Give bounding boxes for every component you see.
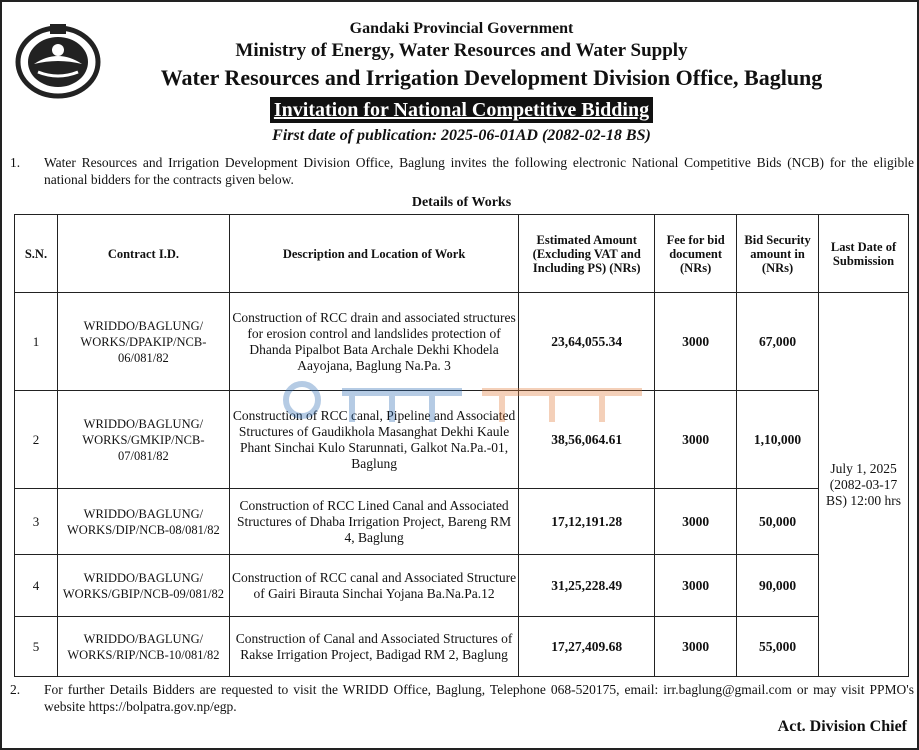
table-row bbox=[15, 489, 909, 555]
row-sn: 1 bbox=[15, 293, 58, 391]
row-security: 90,000 bbox=[737, 555, 819, 617]
table-row bbox=[15, 617, 909, 677]
row-security: 55,000 bbox=[737, 617, 819, 677]
row-security: 1,10,000 bbox=[737, 391, 819, 489]
row-description: Construction of RCC Lined Canal and Associated Structures of Dhaba Irrigation Project, Bareng RM 4, Baglung bbox=[229, 489, 518, 555]
row-sn: 2 bbox=[15, 391, 58, 489]
row-amount: 23,64,055.34 bbox=[519, 293, 655, 391]
submission-deadline: July 1, 2025 (2082-03-17 BS) 12:00 hrs bbox=[819, 293, 909, 677]
row-sn: 4 bbox=[15, 555, 58, 617]
row-fee: 3000 bbox=[655, 555, 737, 617]
row-sn: 5 bbox=[15, 617, 58, 677]
row-security: 50,000 bbox=[737, 489, 819, 555]
row-description: Construction of Canal and Associated Structures of Rakse Irrigation Project, Badigad RM 2, Baglung bbox=[229, 617, 518, 677]
publication-date: First date of publication: 2025-06-01AD (2082-02-18 BS) bbox=[272, 127, 651, 144]
row-fee: 3000 bbox=[655, 489, 737, 555]
row-sn: 3 bbox=[15, 489, 58, 555]
col-amount: Estimated Amount (Excluding VAT and Including PS) (NRs) bbox=[519, 215, 655, 293]
row-amount: 31,25,228.49 bbox=[519, 555, 655, 617]
col-sn: S.N. bbox=[15, 215, 58, 293]
col-description: Description and Location of Work bbox=[229, 215, 518, 293]
row-contract: WRIDDO/BAGLUNG/ WORKS/GMKIP/NCB-07/081/82 bbox=[57, 391, 229, 489]
works-title: Details of Works bbox=[411, 195, 512, 210]
office-name: Water Resources and Irrigation Development Division Office, Baglung bbox=[160, 65, 823, 90]
row-amount: 17,27,409.68 bbox=[519, 617, 655, 677]
table-row bbox=[15, 555, 909, 617]
col-deadline: Last Date of Submission bbox=[819, 215, 909, 293]
watermark-logo bbox=[282, 370, 662, 430]
government-name: Gandaki Provincial Government bbox=[349, 20, 574, 37]
row-contract: WRIDDO/BAGLUNG/ WORKS/DPAKIP/NCB-06/081/82 bbox=[57, 293, 229, 391]
row-fee: 3000 bbox=[655, 293, 737, 391]
col-contract: Contract I.D. bbox=[57, 215, 229, 293]
table-header-row bbox=[15, 215, 909, 293]
row-fee: 3000 bbox=[655, 617, 737, 677]
row-amount: 17,12,191.28 bbox=[519, 489, 655, 555]
row-description: Construction of RCC canal, Pipeline and Associated Structures of Gaudikhola Masanghat Dekhi Kaule Phant Sinchai Kulo Starunnati, Galkot Na.Pa.-01, Baglung bbox=[229, 391, 518, 489]
row-contract: WRIDDO/BAGLUNG/ WORKS/GBIP/NCB-09/081/82 bbox=[57, 555, 229, 617]
row-amount: 38,56,064.61 bbox=[519, 391, 655, 489]
intro-text: Water Resources and Irrigation Development Division Office, Baglung invites the following electronic National Competitive Bids (NCB) for the eligible national bidders for the contracts given below. bbox=[44, 155, 914, 187]
row-description: Construction of RCC canal and Associated Structure of Gairi Birauta Sinchai Yojana Ba.Na.Pa.12 bbox=[229, 555, 518, 617]
works-table bbox=[14, 214, 909, 677]
col-security: Bid Security amount in (NRs) bbox=[737, 215, 819, 293]
ministry-name: Ministry of Energy, Water Resources and Water Supply bbox=[235, 40, 688, 61]
col-fee: Fee for bid document (NRs) bbox=[655, 215, 737, 293]
intro-number: 1. bbox=[10, 155, 21, 170]
row-contract: WRIDDO/BAGLUNG/ WORKS/DIP/NCB-08/081/82 bbox=[57, 489, 229, 555]
row-description: Construction of RCC drain and associated structures for erosion control and landslides protection of Dhanda Pipalbot Bata Archale Dekhi Khodela Aayojana, Baglung Na.Pa. 3 bbox=[229, 293, 518, 391]
notice-title: Invitation for National Competitive Bidding bbox=[270, 97, 653, 123]
note-text: For further Details Bidders are requested to visit the WRIDD Office, Baglung, Telephone 068-520175, email: irr.baglung@gmail.com or may visit PPMO's website https://bolpatra.gov.np/egp. bbox=[44, 682, 914, 714]
row-security: 67,000 bbox=[737, 293, 819, 391]
note-number: 2. bbox=[10, 682, 21, 697]
row-contract: WRIDDO/BAGLUNG/ WORKS/RIP/NCB-10/081/82 bbox=[57, 617, 229, 677]
signatory-title: Act. Division Chief bbox=[777, 718, 907, 735]
row-fee: 3000 bbox=[655, 391, 737, 489]
